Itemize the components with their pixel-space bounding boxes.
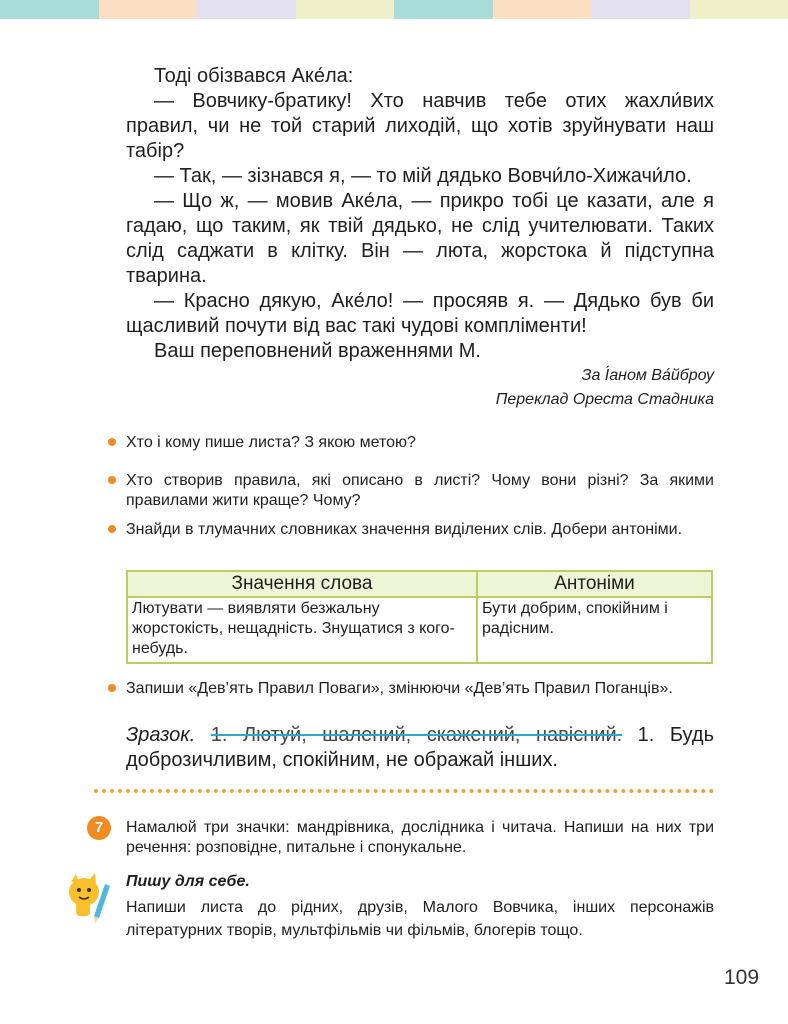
top-bar-segment (690, 0, 788, 19)
task-question-4: Запиши «Дев’ять Правил Поваги», змінюючи «Дев’ять Правил Поганців». (126, 680, 673, 697)
top-bar-segment (99, 0, 198, 19)
top-bar-segment (493, 0, 592, 19)
bullet-icon (108, 476, 116, 484)
top-color-bar (0, 0, 788, 19)
story-paragraph: Тоді обізвався Аке́ла: (154, 65, 354, 87)
self-writing-section (126, 872, 714, 942)
table-header-meaning: Значення слова (127, 571, 477, 597)
top-bar-segment (0, 0, 99, 19)
top-bar-segment (394, 0, 493, 19)
bullet-icon (108, 438, 116, 446)
example-answer: 1. Будь доброзичливим, спокійним, не ображай інших. (126, 724, 714, 771)
exercise-7-text: Намалюй три значки: мандрівника, дослідника і читача. Напиши на них три речення: розповідне, питальне і спонукальне. (126, 819, 714, 856)
task-question-2: Хто створив правила, які описано в листі? Чому вони різні? За якими правилами жити краще? Чому? (126, 472, 714, 509)
task-question-3: Знайди в тлумачних словниках значення виділених слів. Добери антоніми. (126, 521, 683, 538)
story-paragraph: — Так, — зізнався я, — то мій дядько Вовчи́ло-Хижачи́ло. (154, 165, 692, 187)
story-paragraph: — Що ж, — мовив Аке́ла, — прикро тобі це казати, але я гадаю, що таким, як твій дядько, не слід учителювати. Таких слід саджати в клітку. Він — люта, жорстока й підступна тварина. (126, 190, 714, 287)
dotted-divider (94, 789, 714, 793)
story-text (126, 64, 714, 412)
example-label: Зразок. (126, 724, 196, 746)
story-author: За І́аном Ва́йброу (581, 367, 714, 384)
story-paragraph: — Вовчику-братику! Хто навчив тебе отих жахли́вих правил, чи не той старий лиходій, що хотів зруйнувати наш табір? (126, 90, 714, 162)
self-writing-text: Напиши листа до рідних, друзів, Малого Вовчика, інших персонажів літературних творів, мультфільмів чи фільмів, блогерів тощо. (126, 899, 714, 939)
self-writing-title: Пишу для себе. (126, 873, 250, 890)
top-bar-segment (197, 0, 296, 19)
example-text (126, 723, 714, 773)
top-bar-segment (296, 0, 395, 19)
example-struck-text: 1. Лютуй, шалений, скажений, навісний. (210, 724, 623, 746)
task-question-1: Хто і кому пише листа? З якою метою? (126, 434, 416, 451)
table-row (127, 597, 712, 663)
pencil-mascot-icon (64, 872, 112, 924)
table-cell-meaning: Лютувати — виявляти безжальну жорстокість, нещадність. Знущатися з кого-небудь. (127, 597, 477, 663)
table-header-antonyms: Антоніми (477, 571, 712, 597)
word-meaning-table (126, 570, 713, 664)
page-number: 109 (724, 966, 760, 989)
bullet-icon (108, 684, 116, 692)
story-signature: Ваш переповнений враженнями М. (154, 340, 481, 362)
table-header-row (127, 571, 712, 597)
top-bar-segment (591, 0, 690, 19)
exercise-number-badge: 7 (87, 816, 111, 840)
bullet-icon (108, 525, 116, 533)
story-translator: Переклад Ореста Стадника (495, 391, 714, 408)
story-paragraph: — Красно дякую, Аке́ло! — просяяв я. — Дядько був би щасливий почути від вас такі чудові компліменти! (126, 290, 714, 337)
table-cell-antonyms: Бути добрим, спокійним і радісним. (477, 597, 712, 663)
